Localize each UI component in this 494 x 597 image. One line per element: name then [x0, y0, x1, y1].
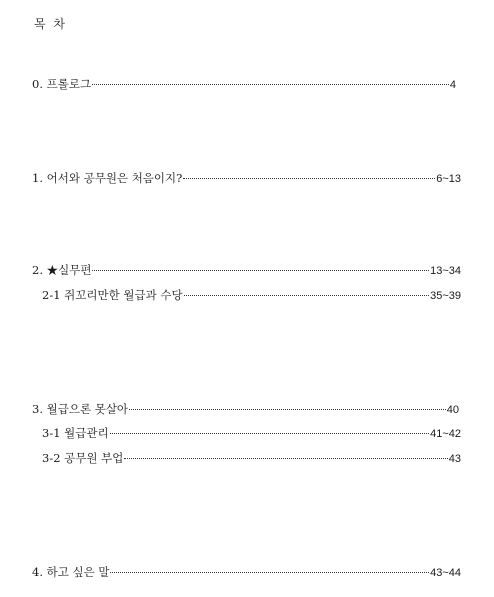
toc-entry-label: 3. 월급으론 못살아	[32, 402, 129, 416]
toc-entry-pages: 41~42	[430, 428, 461, 440]
dot-leader	[92, 270, 429, 271]
toc-entry-chapter-2	[32, 262, 461, 279]
toc-entry-section-3-2	[42, 450, 461, 467]
dot-leader	[110, 572, 429, 573]
toc-entry-label: 0. 프롤로그	[32, 77, 92, 91]
toc-entry-label: 3-1 월급관리	[42, 426, 109, 440]
toc-entry-pages: 43~44	[430, 567, 461, 579]
toc-entry-chapter-1	[32, 170, 461, 187]
dot-leader	[184, 295, 430, 296]
toc-entry-label: 2-1 쥐꼬리만한 월급과 수당	[42, 288, 183, 302]
toc-entry-prologue	[32, 76, 456, 93]
dot-leader	[110, 433, 429, 434]
toc-entry-section-2-1	[42, 287, 461, 304]
dot-leader	[129, 409, 446, 410]
toc-title: 목 차	[34, 17, 67, 31]
toc-entry-pages: 40	[446, 404, 459, 416]
toc-entry-label: 3-2 공무원 부업	[42, 451, 124, 465]
toc-entry-pages: 4	[449, 79, 456, 91]
dot-leader	[183, 178, 435, 179]
toc-entry-label: 4. 하고 싶은 말	[32, 565, 110, 579]
toc-entry-pages: 13~34	[430, 265, 461, 277]
toc-entry-section-3-1	[42, 425, 461, 442]
toc-entry-pages: 6~13	[436, 173, 461, 185]
toc-entry-label: 2. ★실무편	[32, 263, 92, 277]
dot-leader	[124, 458, 447, 459]
dot-leader	[92, 84, 449, 85]
toc-entry-chapter-3	[32, 401, 459, 418]
toc-entry-pages: 43	[448, 453, 461, 465]
toc-entry-pages: 35~39	[430, 290, 461, 302]
toc-entry-label: 1. 어서와 공무원은 처음이지?	[32, 171, 183, 185]
toc-entry-chapter-4	[32, 564, 461, 581]
